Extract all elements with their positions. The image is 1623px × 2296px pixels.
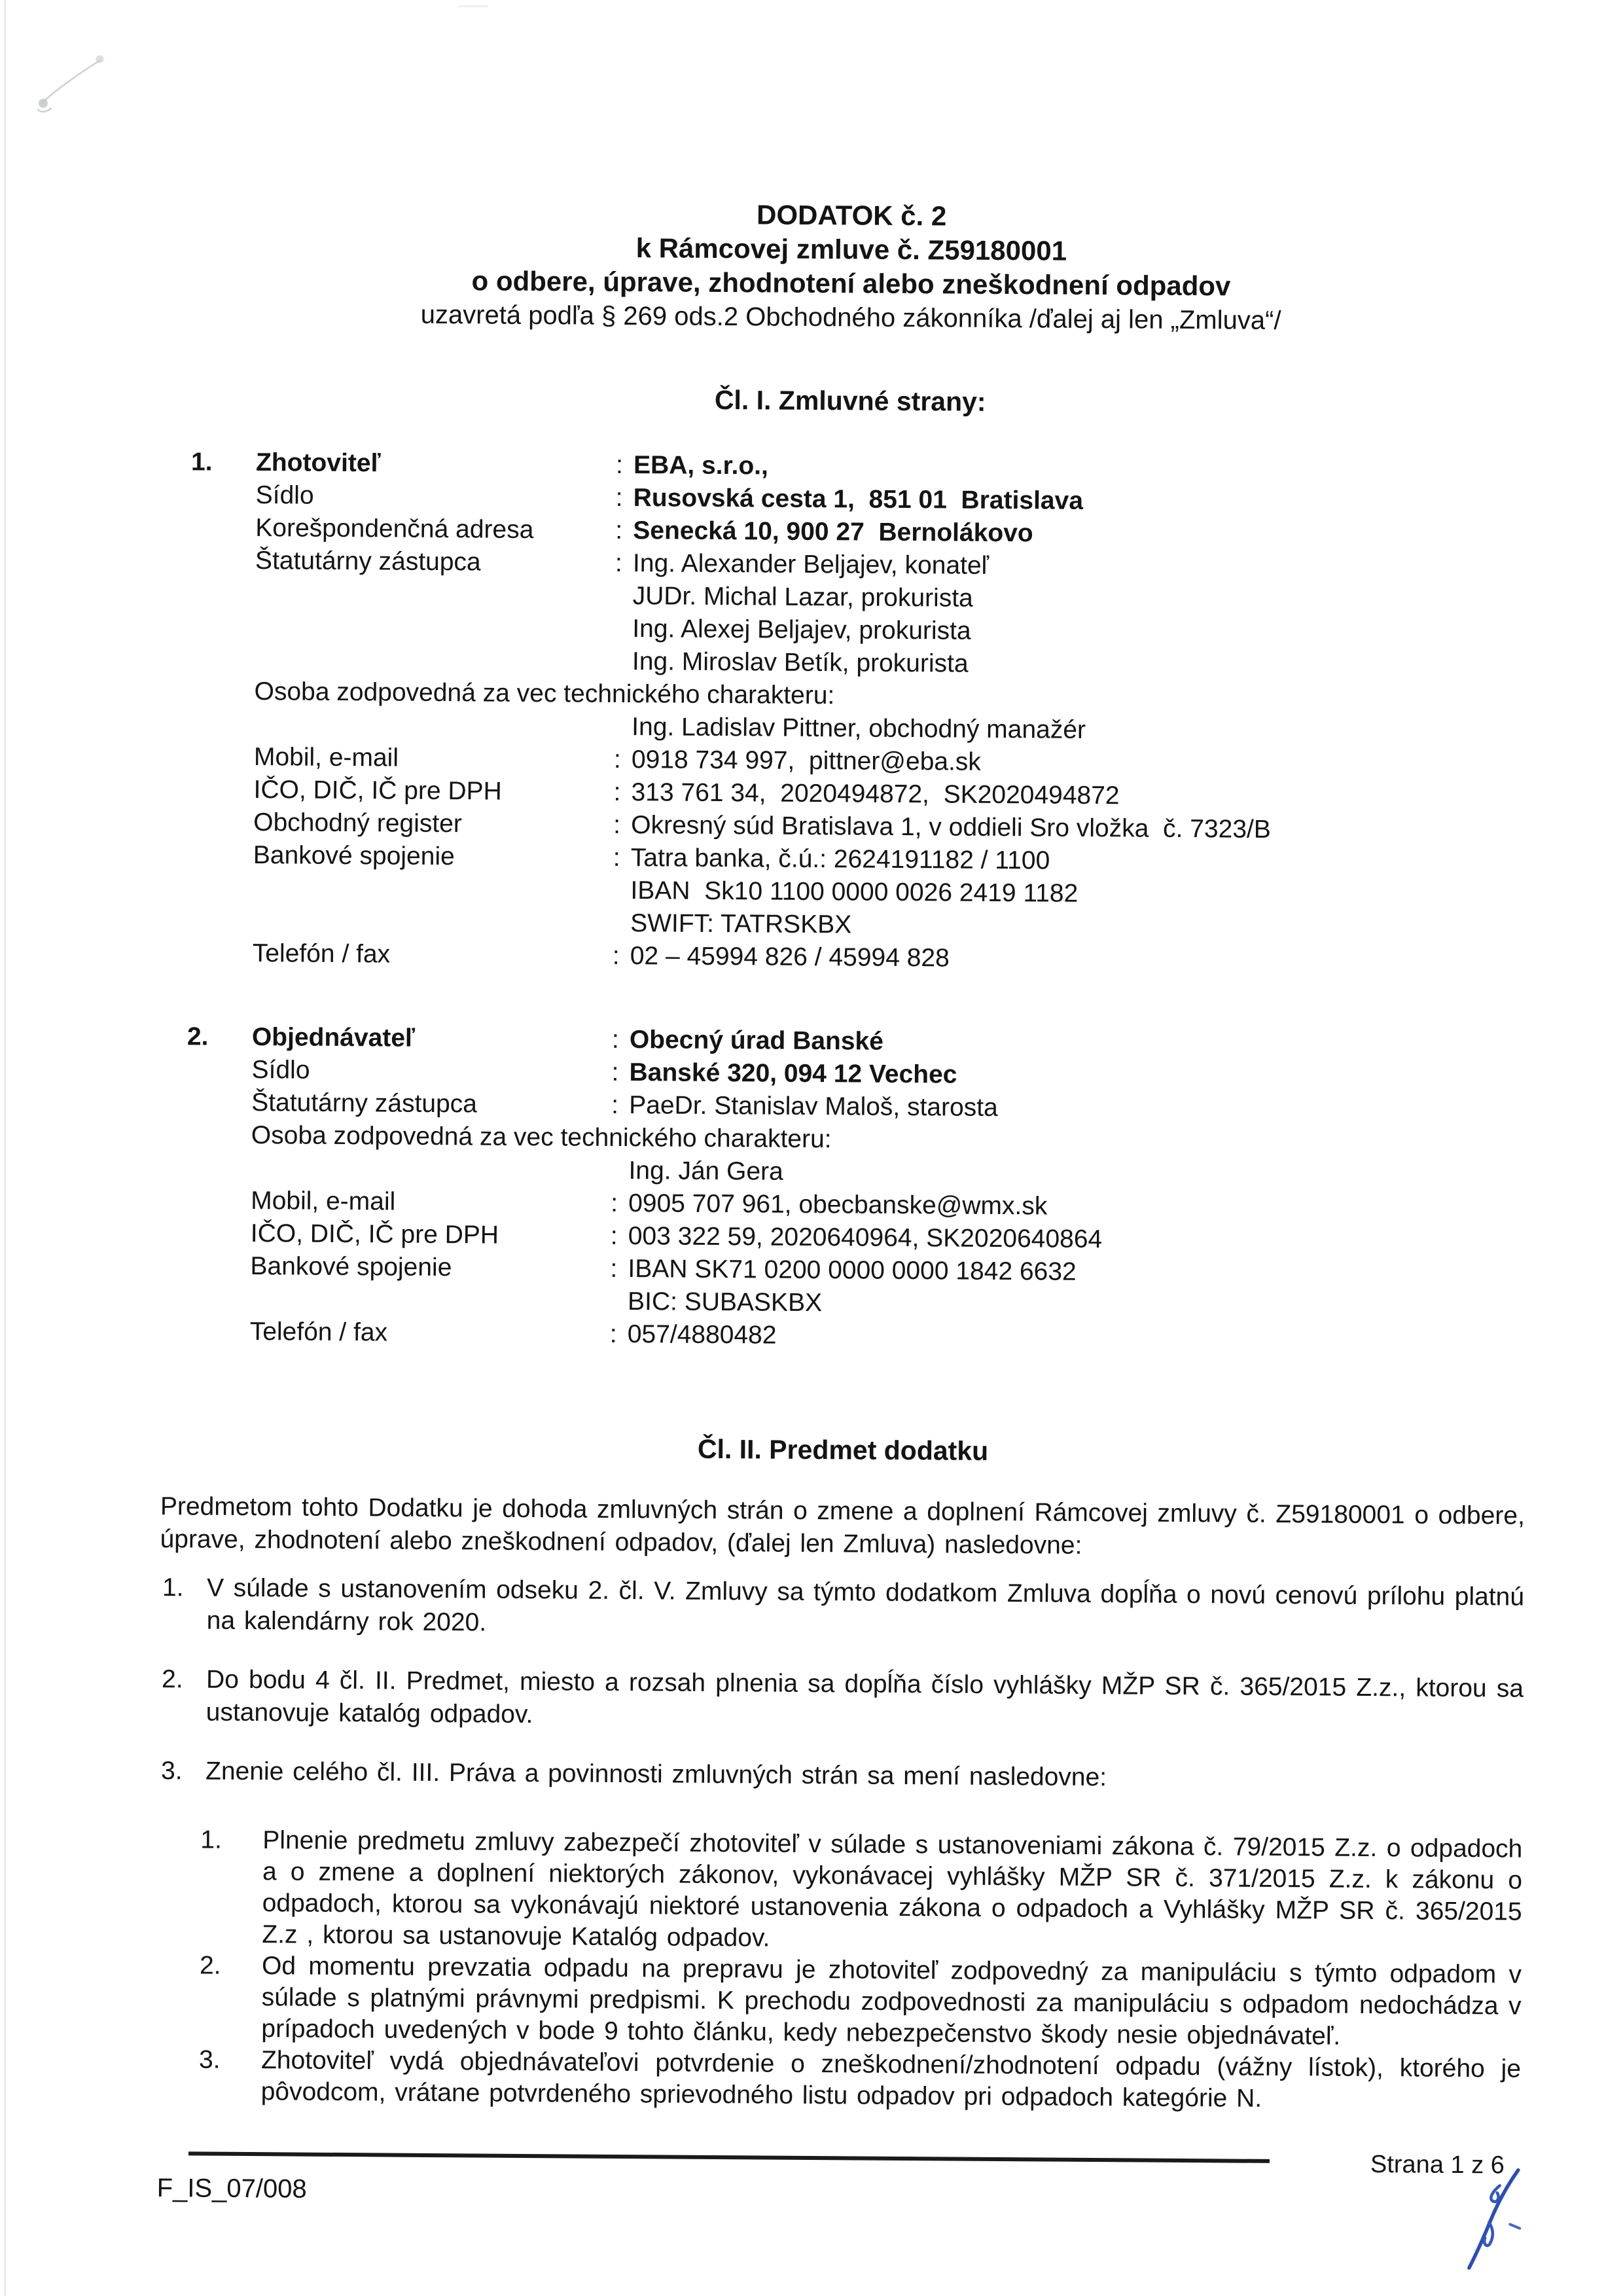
party1-ico-label: IČO, DIČ, IČ pre DPH xyxy=(253,776,502,806)
title-block xyxy=(168,194,1533,340)
party2-telefon-label: Telefón / fax xyxy=(249,1318,388,1347)
party2-ico-value: 003 322 59, 2020640964, SK2020640864 xyxy=(628,1222,1103,1254)
party2-banka-label: Bankové spojenie xyxy=(250,1252,452,1282)
party1-statutar-label: Štatutárny zástupca xyxy=(255,547,481,577)
empty-cell xyxy=(168,478,256,512)
empty-cell xyxy=(163,1053,251,1086)
empty-cell xyxy=(165,806,253,839)
party1-sidlo-label: Sídlo xyxy=(255,481,314,510)
sub2-number: 2. xyxy=(199,1951,221,1980)
title-line-1: DODATOK č. 2 xyxy=(756,199,947,232)
pencil-scribble-artifact xyxy=(35,50,121,116)
empty-cell xyxy=(165,773,253,806)
colon: : xyxy=(613,810,621,839)
party1-osoba-label: Osoba zodpovedná za vec technického charakteru: xyxy=(254,677,835,710)
sub2-text: Od momentu prevzatia odpadu na prepravu je zhotoviteľ zodpovedný za manipuláciu s týmto odpadom v súlade s platnými právnymi predpismi. K prechodu zodpovednosti za manipuláciu s odpadom nedochádza v prípadoch uvedených v bode 9 tohto článku, kedy nebezpečenstvo škody nesie objednávateľ. xyxy=(261,1952,1522,2051)
party1-statutar-extra2: Ing. Alexej Beljajev, prokurista xyxy=(632,615,971,645)
colon: : xyxy=(610,1254,618,1283)
party1-statutar-extra3: Ing. Miroslav Betík, prokurista xyxy=(632,647,969,678)
sub-item-2 xyxy=(199,1950,1522,2054)
article2-item-3 xyxy=(158,1755,1523,1797)
sub3-number: 3. xyxy=(198,2045,221,2074)
party1-statutar-extra1: JUDr. Michal Lazar, prokurista xyxy=(632,582,973,613)
party1-mobil-value: 0918 734 997, pittner@eba.sk xyxy=(631,745,982,776)
party2-mobil-value: 0905 707 961, obecbanske@wmx.sk xyxy=(628,1189,1048,1221)
colon: : xyxy=(609,1319,617,1348)
party2-statutar-label: Štatutárny zástupca xyxy=(251,1088,478,1119)
article2-intro: Predmetom tohto Dodatku je dohoda zmluvných strán o zmene a doplnení Rámcovej zmluvy č. Z59180001 o odbere, úprave, zhodnotení alebo zneškodnení odpadov, (ďalej len Zmluva) nasledovne: xyxy=(160,1492,1525,1560)
sub1-text: Plnenie predmetu zmluvy zabezpečí zhotoviteľ v súlade s ustanoveniami zákona č. 79/2015 Z.z. o odpadoch a o zmene a doplnení niektorých zákonov, vykonávacej vyhlášky MŽP SR č. 371/2015 Z.z. k zákonu o odpadoch, ktorou sa vykonávajú niektoré ustanovenia zákona o odpadoch a Vyhlášky MŽP SR č. 365/2015 Z.z , ktorou sa ustanovuje Katalóg odpadov. xyxy=(262,1826,1523,1952)
party1-osoba-value: Ing. Ladislav Pittner, obchodný manažér xyxy=(632,713,1086,744)
title-line-3: o odbere, úprave, zhodnotení alebo zneškodnení odpadov xyxy=(471,265,1231,302)
party1-number: 1. xyxy=(190,448,213,476)
party2-role-label: Objednávateľ xyxy=(251,1023,416,1052)
colon: : xyxy=(615,548,623,577)
colon: : xyxy=(615,450,624,479)
colon: : xyxy=(611,1025,619,1054)
party1-role-label: Zhotoviteľ xyxy=(255,448,381,478)
empty-cell xyxy=(164,937,253,970)
party2-bic-value: BIC: SUBASKBX xyxy=(627,1287,823,1318)
empty-cell xyxy=(163,1119,251,1152)
empty-cell xyxy=(166,740,254,774)
party2-block xyxy=(162,1020,1528,1357)
party1-role-value: EBA, s.r.o., xyxy=(633,451,769,480)
empty-cell xyxy=(165,838,253,872)
empty-cell xyxy=(166,675,254,708)
party2-ico-label: IČO, DIČ, IČ pre DPH xyxy=(250,1219,499,1249)
empty-cell xyxy=(167,544,255,577)
party1-koresp-label: Korešpondenčná adresa xyxy=(255,514,534,545)
article1-heading: Čl. I. Zmluvné strany: xyxy=(714,384,986,417)
empty-cell xyxy=(162,1217,251,1250)
sub3-text: Zhotoviteľ vydá objednávateľovi potvrdenie o zneškodnení/zhodnotení odpadu (vážny lístok), ktorého je pôvodcom, vrátane potvrdeného sprievodného listu odpadov pri odpadoch kategórie N. xyxy=(260,2046,1522,2113)
party1-register-label: Obchodný register xyxy=(253,808,463,838)
article2-sublist xyxy=(199,1825,1523,2117)
party2-role-value: Obecný úrad Banské xyxy=(629,1026,884,1056)
item3-number: 3. xyxy=(160,1757,183,1785)
party2-telefon-value: 057/4880482 xyxy=(627,1320,777,1350)
party2-osoba-label: Osoba zodpovedná za vec technického charakteru: xyxy=(251,1121,832,1154)
sub-item-3 xyxy=(199,2045,1522,2117)
signature-mark xyxy=(1460,2166,1533,2274)
title-line-4: uzavretá podľa § 269 ods.2 Obchodného zákonníka /ďalej aj len „Zmluva“/ xyxy=(420,300,1281,335)
party2-banka-value: IBAN SK71 0200 0000 0000 1842 6632 xyxy=(628,1255,1077,1286)
party1-koresp-value: Senecká 10, 900 27 Bernolákovo xyxy=(633,516,1033,548)
party2-number: 2. xyxy=(187,1022,209,1051)
party1-banka-label: Bankové spojenie xyxy=(253,841,455,871)
party2-sidlo-value: Banské 320, 094 12 Vechec xyxy=(629,1058,957,1089)
item2-text: Do bodu 4 čl. II. Predmet, miesto a rozsah plnenia sa dopĺňa číslo vyhlášky MŽP SR č. 365/2015 Z.z., ktorou sa ustanovuje katalóg odpadov. xyxy=(205,1665,1524,1729)
page-number: Strana 1 z 6 xyxy=(1370,2151,1505,2179)
party2-sidlo-label: Sídlo xyxy=(251,1056,310,1085)
title-line-2: k Rámcovej zmluve č. Z59180001 xyxy=(635,232,1067,266)
empty-cell xyxy=(162,1184,251,1217)
party1-sidlo-value: Rusovská cesta 1, 851 01 Bratislava xyxy=(633,484,1084,515)
party2-statutar-value: PaeDr. Stanislav Maloš, starosta xyxy=(629,1091,998,1122)
sub-item-1 xyxy=(200,1825,1522,1960)
party1-block xyxy=(164,446,1533,979)
colon: : xyxy=(611,1189,618,1217)
colon: : xyxy=(612,941,620,970)
party1-statutar-value: Ing. Alexander Beljajev, konateľ xyxy=(632,549,990,580)
empty-cell xyxy=(167,511,255,545)
empty-cell xyxy=(163,1086,251,1119)
party2-osoba-value: Ing. Ján Gera xyxy=(628,1157,783,1186)
empty-cell xyxy=(162,1249,250,1283)
footer-rule xyxy=(188,2151,1270,2163)
form-code: F_IS_07/008 xyxy=(156,2174,307,2204)
colon: : xyxy=(611,1058,619,1086)
party1-telefon-label: Telefón / fax xyxy=(252,939,391,969)
item2-number: 2. xyxy=(161,1665,183,1694)
party1-mobil-label: Mobil, e-mail xyxy=(253,743,399,772)
colon: : xyxy=(613,745,621,774)
party1-telefon-value: 02 – 45994 826 / 45994 828 xyxy=(630,942,950,973)
article2-heading: Čl. II. Predmet dodatku xyxy=(697,1433,989,1466)
article2-item-2 xyxy=(159,1663,1524,1738)
party1-ico-value: 313 761 34, 2020494872, SK2020494872 xyxy=(631,778,1120,810)
item3-text: Znenie celého čl. III. Práva a povinnosti zmluvných strán sa mení nasledovne: xyxy=(205,1757,1107,1792)
party2-mobil-label: Mobil, e-mail xyxy=(251,1187,396,1216)
colon: : xyxy=(611,1090,619,1119)
party1-swift-value: SWIFT: TATRSKBX xyxy=(630,909,852,939)
colon: : xyxy=(615,516,623,545)
colon: : xyxy=(613,778,621,806)
party1-iban-value: IBAN Sk10 1100 0000 0026 2419 1182 xyxy=(630,876,1079,908)
colon: : xyxy=(613,843,620,872)
item1-text: V súlade s ustanovením odseku 2. čl. V. Zmluvy sa týmto dodatkom Zmluva dopĺňa o novú cenovú prílohu platnú na kalendárny rok 2020. xyxy=(206,1573,1525,1637)
article2-item-1 xyxy=(160,1571,1525,1647)
sub1-number: 1. xyxy=(200,1825,223,1854)
party1-register-value: Okresný súd Bratislava 1, v oddieli Sro vložka č. 7323/B xyxy=(631,811,1271,844)
party1-banka-value: Tatra banka, č.ú.: 2624191182 / 1100 xyxy=(630,844,1050,875)
empty-cell xyxy=(162,1315,250,1348)
item1-number: 1. xyxy=(162,1573,184,1602)
colon: : xyxy=(610,1221,618,1250)
colon: : xyxy=(615,483,623,512)
